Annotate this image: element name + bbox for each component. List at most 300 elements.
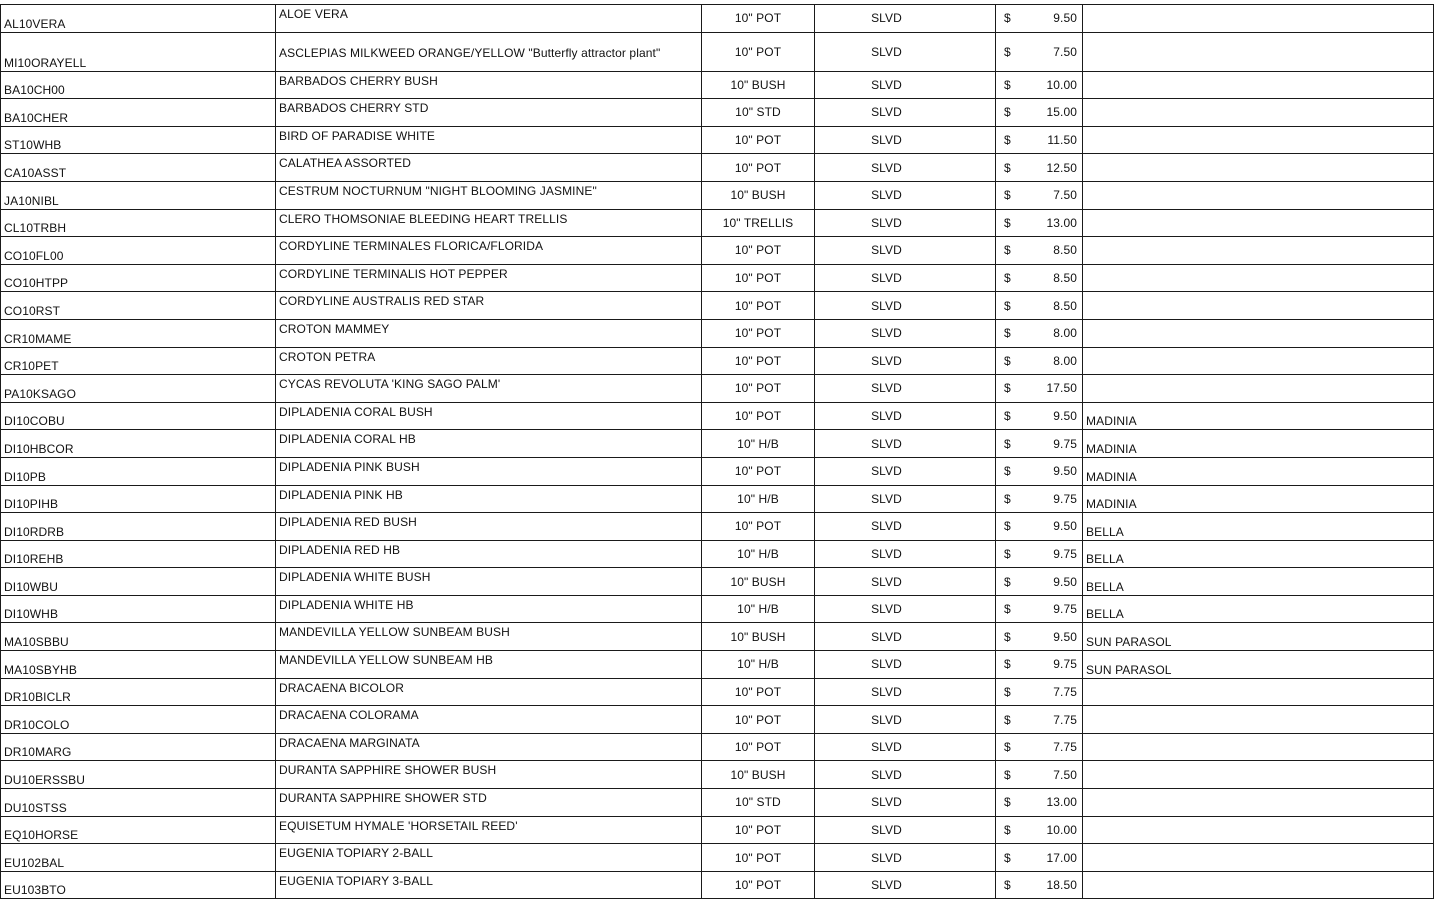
price-cell[interactable]: [996, 209, 1083, 237]
price-wrapper: [996, 292, 1082, 319]
currency-symbol: $: [1004, 44, 1011, 59]
series-note-cell[interactable]: SUN PARASOL: [1083, 651, 1434, 679]
series-note-cell[interactable]: [1083, 99, 1434, 127]
size-cell[interactable]: 10" H/B: [702, 651, 815, 679]
price-wrapper: [996, 761, 1082, 788]
table-row[interactable]: [1, 264, 1434, 292]
table-body: [1, 5, 1434, 899]
description-cell[interactable]: EUGENIA TOPIARY 2-BALL: [276, 844, 702, 872]
series-note-cell[interactable]: BELLA: [1083, 513, 1434, 541]
currency-symbol: $: [1004, 381, 1011, 396]
location-cell[interactable]: SLVD: [815, 678, 996, 706]
currency-symbol: $: [1004, 271, 1011, 286]
price-cell[interactable]: [996, 126, 1083, 154]
size-cell[interactable]: 10" POT: [702, 513, 815, 541]
price-cell[interactable]: [996, 375, 1083, 403]
item-code-cell[interactable]: ST10WHB: [1, 126, 276, 154]
description-cell[interactable]: DIPLADENIA PINK BUSH: [276, 457, 702, 485]
location-cell[interactable]: SLVD: [815, 733, 996, 761]
size-cell[interactable]: 10" POT: [702, 154, 815, 182]
description-cell[interactable]: CYCAS REVOLUTA 'KING SAGO PALM': [276, 375, 702, 403]
price-amount: 17.00: [1046, 850, 1077, 865]
location-cell[interactable]: SLVD: [815, 761, 996, 789]
price-wrapper: [996, 348, 1082, 375]
item-code-cell[interactable]: CR10MAME: [1, 319, 276, 347]
size-cell[interactable]: 10" POT: [702, 237, 815, 265]
price-wrapper: [996, 817, 1082, 844]
currency-symbol: $: [1004, 409, 1011, 424]
description-cell[interactable]: DIPLADENIA RED BUSH: [276, 513, 702, 541]
item-code-cell[interactable]: DI10PB: [1, 457, 276, 485]
item-code-cell[interactable]: DR10BICLR: [1, 678, 276, 706]
price-cell[interactable]: [996, 623, 1083, 651]
size-cell[interactable]: 10" POT: [702, 844, 815, 872]
series-note-cell[interactable]: [1083, 816, 1434, 844]
price-cell[interactable]: [996, 71, 1083, 99]
item-code-cell[interactable]: PA10KSAGO: [1, 375, 276, 403]
location-cell[interactable]: SLVD: [815, 264, 996, 292]
price-wrapper: [996, 734, 1082, 761]
currency-symbol: $: [1004, 629, 1011, 644]
size-cell[interactable]: 10" H/B: [702, 540, 815, 568]
price-cell[interactable]: [996, 32, 1083, 71]
size-cell[interactable]: 10" POT: [702, 32, 815, 71]
description-cell[interactable]: CALATHEA ASSORTED: [276, 154, 702, 182]
size-cell[interactable]: 10" POT: [702, 706, 815, 734]
location-cell[interactable]: SLVD: [815, 5, 996, 33]
description-cell[interactable]: DURANTA SAPPHIRE SHOWER BUSH: [276, 761, 702, 789]
item-code-cell[interactable]: CO10RST: [1, 292, 276, 320]
price-cell[interactable]: [996, 99, 1083, 127]
size-cell[interactable]: 10" H/B: [702, 430, 815, 458]
price-wrapper: [996, 99, 1082, 126]
item-code-cell[interactable]: CO10FL00: [1, 237, 276, 265]
currency-symbol: $: [1004, 298, 1011, 313]
price-amount: 13.00: [1046, 795, 1077, 810]
location-cell[interactable]: SLVD: [815, 99, 996, 127]
price-wrapper: [996, 513, 1082, 540]
size-cell[interactable]: 10" POT: [702, 402, 815, 430]
price-wrapper: [996, 679, 1082, 706]
size-cell[interactable]: 10" BUSH: [702, 623, 815, 651]
size-cell[interactable]: 10" BUSH: [702, 761, 815, 789]
price-cell[interactable]: [996, 789, 1083, 817]
price-cell[interactable]: [996, 733, 1083, 761]
description-cell[interactable]: DIPLADENIA WHITE HB: [276, 595, 702, 623]
price-cell[interactable]: [996, 513, 1083, 541]
size-cell[interactable]: 10" POT: [702, 264, 815, 292]
table-row[interactable]: [1, 71, 1434, 99]
price-wrapper: [996, 320, 1082, 347]
price-cell[interactable]: [996, 540, 1083, 568]
price-cell[interactable]: [996, 816, 1083, 844]
location-cell[interactable]: SLVD: [815, 816, 996, 844]
series-note-cell[interactable]: MADINIA: [1083, 402, 1434, 430]
series-note-cell[interactable]: [1083, 209, 1434, 237]
description-cell[interactable]: CROTON MAMMEY: [276, 319, 702, 347]
price-wrapper: [996, 33, 1082, 71]
series-note-cell[interactable]: [1083, 761, 1434, 789]
series-note-cell[interactable]: [1083, 733, 1434, 761]
price-cell[interactable]: [996, 871, 1083, 899]
size-cell[interactable]: 10" POT: [702, 871, 815, 899]
item-code-cell[interactable]: AL10VERA: [1, 5, 276, 33]
price-amount: 8.00: [1053, 326, 1077, 341]
currency-symbol: $: [1004, 850, 1011, 865]
price-amount: 8.50: [1053, 243, 1077, 258]
size-cell[interactable]: 10" POT: [702, 5, 815, 33]
size-cell[interactable]: 10" POT: [702, 347, 815, 375]
table-row[interactable]: [1, 540, 1434, 568]
description-cell[interactable]: CORDYLINE TERMINALIS HOT PEPPER: [276, 264, 702, 292]
price-wrapper: [996, 154, 1082, 181]
description-cell[interactable]: DIPLADENIA WHITE BUSH: [276, 568, 702, 596]
item-code-cell[interactable]: EU103BTO: [1, 871, 276, 899]
description-cell[interactable]: DRACAENA COLORAMA: [276, 706, 702, 734]
price-cell[interactable]: [996, 595, 1083, 623]
item-code-cell[interactable]: MI10ORAYELL: [1, 32, 276, 71]
price-cell[interactable]: [996, 678, 1083, 706]
series-note-cell[interactable]: [1083, 292, 1434, 320]
series-note-cell[interactable]: [1083, 844, 1434, 872]
table-row[interactable]: [1, 595, 1434, 623]
price-wrapper: [996, 706, 1082, 733]
price-wrapper: [996, 237, 1082, 264]
currency-symbol: $: [1004, 243, 1011, 258]
location-cell[interactable]: SLVD: [815, 319, 996, 347]
currency-symbol: $: [1004, 188, 1011, 203]
price-cell[interactable]: [996, 292, 1083, 320]
table-row[interactable]: [1, 430, 1434, 458]
series-note-cell[interactable]: [1083, 237, 1434, 265]
price-cell[interactable]: [996, 706, 1083, 734]
series-note-cell[interactable]: [1083, 678, 1434, 706]
price-wrapper: [996, 375, 1082, 402]
table-row[interactable]: [1, 181, 1434, 209]
table-row[interactable]: [1, 5, 1434, 33]
location-cell[interactable]: SLVD: [815, 154, 996, 182]
location-cell[interactable]: SLVD: [815, 347, 996, 375]
table-row[interactable]: [1, 513, 1434, 541]
price-cell[interactable]: [996, 430, 1083, 458]
price-wrapper: [996, 403, 1082, 430]
description-cell[interactable]: CROTON PETRA: [276, 347, 702, 375]
series-note-cell[interactable]: [1083, 5, 1434, 33]
series-note-cell[interactable]: [1083, 181, 1434, 209]
price-wrapper: [996, 5, 1082, 32]
price-cell[interactable]: [996, 181, 1083, 209]
size-cell[interactable]: 10" POT: [702, 457, 815, 485]
description-cell[interactable]: DURANTA SAPPHIRE SHOWER STD: [276, 789, 702, 817]
location-cell[interactable]: SLVD: [815, 181, 996, 209]
table-row[interactable]: [1, 651, 1434, 679]
location-cell[interactable]: SLVD: [815, 513, 996, 541]
table-row[interactable]: [1, 733, 1434, 761]
price-wrapper: [996, 127, 1082, 154]
table-row[interactable]: [1, 32, 1434, 71]
description-cell[interactable]: DRACAENA BICOLOR: [276, 678, 702, 706]
price-amount: 8.50: [1053, 271, 1077, 286]
size-cell[interactable]: 10" POT: [702, 375, 815, 403]
item-code-cell[interactable]: DI10HBCOR: [1, 430, 276, 458]
description-cell[interactable]: BARBADOS CHERRY BUSH: [276, 71, 702, 99]
series-note-cell[interactable]: MADINIA: [1083, 457, 1434, 485]
table-row[interactable]: [1, 816, 1434, 844]
series-note-cell[interactable]: MADINIA: [1083, 485, 1434, 513]
currency-symbol: $: [1004, 105, 1011, 120]
series-note-cell[interactable]: [1083, 71, 1434, 99]
item-code-cell[interactable]: BA10CH00: [1, 71, 276, 99]
location-cell[interactable]: SLVD: [815, 430, 996, 458]
price-cell[interactable]: [996, 5, 1083, 33]
price-cell[interactable]: [996, 457, 1083, 485]
table-row[interactable]: [1, 457, 1434, 485]
price-wrapper: [996, 872, 1082, 899]
price-amount: 18.50: [1046, 878, 1077, 893]
description-cell[interactable]: BARBADOS CHERRY STD: [276, 99, 702, 127]
table-row[interactable]: [1, 485, 1434, 513]
size-cell[interactable]: 10" POT: [702, 319, 815, 347]
table-row[interactable]: [1, 402, 1434, 430]
price-cell[interactable]: [996, 154, 1083, 182]
price-amount: 7.50: [1053, 44, 1077, 59]
size-cell[interactable]: 10" BUSH: [702, 71, 815, 99]
size-cell[interactable]: 10" POT: [702, 292, 815, 320]
description-cell[interactable]: CLERO THOMSONIAE BLEEDING HEART TRELLIS: [276, 209, 702, 237]
price-amount: 9.75: [1053, 491, 1077, 506]
item-code-cell[interactable]: JA10NIBL: [1, 181, 276, 209]
location-cell[interactable]: SLVD: [815, 485, 996, 513]
item-code-cell[interactable]: DI10WHB: [1, 595, 276, 623]
price-amount: 9.75: [1053, 657, 1077, 672]
size-cell[interactable]: 10" BUSH: [702, 181, 815, 209]
item-code-cell[interactable]: CO10HTPP: [1, 264, 276, 292]
description-cell[interactable]: DRACAENA MARGINATA: [276, 733, 702, 761]
size-cell[interactable]: 10" STD: [702, 789, 815, 817]
series-note-cell[interactable]: [1083, 871, 1434, 899]
price-amount: 9.50: [1053, 629, 1077, 644]
location-cell[interactable]: SLVD: [815, 540, 996, 568]
price-cell[interactable]: [996, 347, 1083, 375]
series-note-cell[interactable]: BELLA: [1083, 595, 1434, 623]
currency-symbol: $: [1004, 684, 1011, 699]
table-row[interactable]: [1, 319, 1434, 347]
series-note-cell[interactable]: MADINIA: [1083, 430, 1434, 458]
series-note-cell[interactable]: [1083, 706, 1434, 734]
table-row[interactable]: [1, 761, 1434, 789]
price-amount: 9.50: [1053, 11, 1077, 26]
price-cell[interactable]: [996, 761, 1083, 789]
size-cell[interactable]: 10" POT: [702, 126, 815, 154]
currency-symbol: $: [1004, 795, 1011, 810]
currency-symbol: $: [1004, 740, 1011, 755]
item-code-cell[interactable]: CL10TRBH: [1, 209, 276, 237]
size-cell[interactable]: 10" H/B: [702, 595, 815, 623]
size-cell[interactable]: 10" POT: [702, 733, 815, 761]
table-row[interactable]: [1, 789, 1434, 817]
price-cell[interactable]: [996, 844, 1083, 872]
price-sheet: [0, 4, 1433, 899]
table-row[interactable]: [1, 623, 1434, 651]
description-cell[interactable]: CORDYLINE AUSTRALIS RED STAR: [276, 292, 702, 320]
currency-symbol: $: [1004, 133, 1011, 148]
description-cell[interactable]: EQUISETUM HYMALE 'HORSETAIL REED': [276, 816, 702, 844]
price-amount: 9.50: [1053, 574, 1077, 589]
table-row[interactable]: [1, 292, 1434, 320]
description-cell[interactable]: CORDYLINE TERMINALES FLORICA/FLORIDA: [276, 237, 702, 265]
price-wrapper: [996, 651, 1082, 678]
price-amount: 9.50: [1053, 464, 1077, 479]
location-cell[interactable]: SLVD: [815, 871, 996, 899]
size-cell[interactable]: 10" POT: [702, 816, 815, 844]
item-code-cell[interactable]: CR10PET: [1, 347, 276, 375]
price-amount: 7.50: [1053, 188, 1077, 203]
location-cell[interactable]: SLVD: [815, 844, 996, 872]
price-cell[interactable]: [996, 485, 1083, 513]
item-code-cell[interactable]: MA10SBYHB: [1, 651, 276, 679]
price-cell[interactable]: [996, 568, 1083, 596]
description-cell[interactable]: ALOE VERA: [276, 5, 702, 33]
currency-symbol: $: [1004, 712, 1011, 727]
series-note-cell[interactable]: [1083, 375, 1434, 403]
item-code-cell[interactable]: DR10COLO: [1, 706, 276, 734]
price-amount: 7.75: [1053, 684, 1077, 699]
table-row[interactable]: [1, 706, 1434, 734]
price-cell[interactable]: [996, 651, 1083, 679]
description-cell[interactable]: MANDEVILLA YELLOW SUNBEAM HB: [276, 651, 702, 679]
price-cell[interactable]: [996, 402, 1083, 430]
location-cell[interactable]: SLVD: [815, 595, 996, 623]
table-row[interactable]: [1, 871, 1434, 899]
series-note-cell[interactable]: BELLA: [1083, 540, 1434, 568]
item-code-cell[interactable]: DI10RDRB: [1, 513, 276, 541]
item-code-cell[interactable]: EQ10HORSE: [1, 816, 276, 844]
description-cell[interactable]: MANDEVILLA YELLOW SUNBEAM BUSH: [276, 623, 702, 651]
price-amount: 7.50: [1053, 767, 1077, 782]
location-cell[interactable]: SLVD: [815, 706, 996, 734]
table-row[interactable]: [1, 209, 1434, 237]
item-code-cell[interactable]: DI10REHB: [1, 540, 276, 568]
item-code-cell[interactable]: CA10ASST: [1, 154, 276, 182]
description-cell[interactable]: CESTRUM NOCTURNUM "NIGHT BLOOMING JASMINE": [276, 181, 702, 209]
price-amount: 11.50: [1047, 133, 1077, 148]
size-cell[interactable]: 10" STD: [702, 99, 815, 127]
description-cell[interactable]: BIRD OF PARADISE WHITE: [276, 126, 702, 154]
location-cell[interactable]: SLVD: [815, 209, 996, 237]
table-row[interactable]: [1, 154, 1434, 182]
price-cell[interactable]: [996, 319, 1083, 347]
item-code-cell[interactable]: BA10CHER: [1, 99, 276, 127]
price-wrapper: [996, 72, 1082, 99]
item-code-cell[interactable]: DU10STSS: [1, 789, 276, 817]
location-cell[interactable]: SLVD: [815, 651, 996, 679]
series-note-cell[interactable]: [1083, 32, 1434, 71]
item-code-cell[interactable]: EU102BAL: [1, 844, 276, 872]
location-cell[interactable]: SLVD: [815, 789, 996, 817]
currency-symbol: $: [1004, 11, 1011, 26]
item-code-cell[interactable]: MA10SBBU: [1, 623, 276, 651]
series-note-cell[interactable]: [1083, 264, 1434, 292]
currency-symbol: $: [1004, 77, 1011, 92]
series-note-cell[interactable]: BELLA: [1083, 568, 1434, 596]
series-note-cell[interactable]: [1083, 319, 1434, 347]
location-cell[interactable]: SLVD: [815, 402, 996, 430]
price-wrapper: [996, 596, 1082, 623]
table-row[interactable]: [1, 375, 1434, 403]
location-cell[interactable]: SLVD: [815, 457, 996, 485]
price-wrapper: [996, 430, 1082, 457]
table-row[interactable]: [1, 126, 1434, 154]
description-cell[interactable]: ASCLEPIAS MILKWEED ORANGE/YELLOW "Butterfly attractor plant": [276, 32, 702, 71]
price-cell[interactable]: [996, 264, 1083, 292]
currency-symbol: $: [1004, 657, 1011, 672]
price-wrapper: [996, 182, 1082, 209]
location-cell[interactable]: SLVD: [815, 237, 996, 265]
item-code-cell[interactable]: DI10COBU: [1, 402, 276, 430]
price-amount: 15.00: [1046, 105, 1077, 120]
table-row[interactable]: [1, 237, 1434, 265]
item-code-cell[interactable]: DI10WBU: [1, 568, 276, 596]
item-code-cell[interactable]: DR10MARG: [1, 733, 276, 761]
item-code-cell[interactable]: DU10ERSSBU: [1, 761, 276, 789]
plant-price-table: [0, 4, 1434, 899]
table-row[interactable]: [1, 99, 1434, 127]
currency-symbol: $: [1004, 602, 1011, 617]
location-cell[interactable]: SLVD: [815, 32, 996, 71]
currency-symbol: $: [1004, 436, 1011, 451]
price-wrapper: [996, 568, 1082, 595]
location-cell[interactable]: SLVD: [815, 71, 996, 99]
table-row[interactable]: [1, 678, 1434, 706]
location-cell[interactable]: SLVD: [815, 568, 996, 596]
description-cell[interactable]: DIPLADENIA CORAL HB: [276, 430, 702, 458]
price-amount: 9.75: [1053, 602, 1077, 617]
location-cell[interactable]: SLVD: [815, 126, 996, 154]
price-wrapper: [996, 541, 1082, 568]
series-note-cell[interactable]: [1083, 789, 1434, 817]
description-cell[interactable]: EUGENIA TOPIARY 3-BALL: [276, 871, 702, 899]
price-amount: 8.00: [1053, 353, 1077, 368]
series-note-cell[interactable]: [1083, 126, 1434, 154]
location-cell[interactable]: SLVD: [815, 375, 996, 403]
description-cell[interactable]: DIPLADENIA CORAL BUSH: [276, 402, 702, 430]
price-amount: 17.50: [1046, 381, 1077, 396]
currency-symbol: $: [1004, 326, 1011, 341]
currency-symbol: $: [1004, 574, 1011, 589]
size-cell[interactable]: 10" H/B: [702, 485, 815, 513]
size-cell[interactable]: 10" TRELLIS: [702, 209, 815, 237]
size-cell[interactable]: 10" BUSH: [702, 568, 815, 596]
price-amount: 9.50: [1053, 409, 1077, 424]
series-note-cell[interactable]: SUN PARASOL: [1083, 623, 1434, 651]
table-row[interactable]: [1, 568, 1434, 596]
location-cell[interactable]: SLVD: [815, 623, 996, 651]
price-amount: 12.50: [1046, 160, 1077, 175]
item-code-cell[interactable]: DI10PIHB: [1, 485, 276, 513]
series-note-cell[interactable]: [1083, 154, 1434, 182]
table-row[interactable]: [1, 347, 1434, 375]
price-cell[interactable]: [996, 237, 1083, 265]
description-cell[interactable]: DIPLADENIA PINK HB: [276, 485, 702, 513]
series-note-cell[interactable]: [1083, 347, 1434, 375]
size-cell[interactable]: 10" POT: [702, 678, 815, 706]
price-amount: 10.00: [1046, 77, 1077, 92]
location-cell[interactable]: SLVD: [815, 292, 996, 320]
currency-symbol: $: [1004, 822, 1011, 837]
table-row[interactable]: [1, 844, 1434, 872]
description-cell[interactable]: DIPLADENIA RED HB: [276, 540, 702, 568]
currency-symbol: $: [1004, 546, 1011, 561]
